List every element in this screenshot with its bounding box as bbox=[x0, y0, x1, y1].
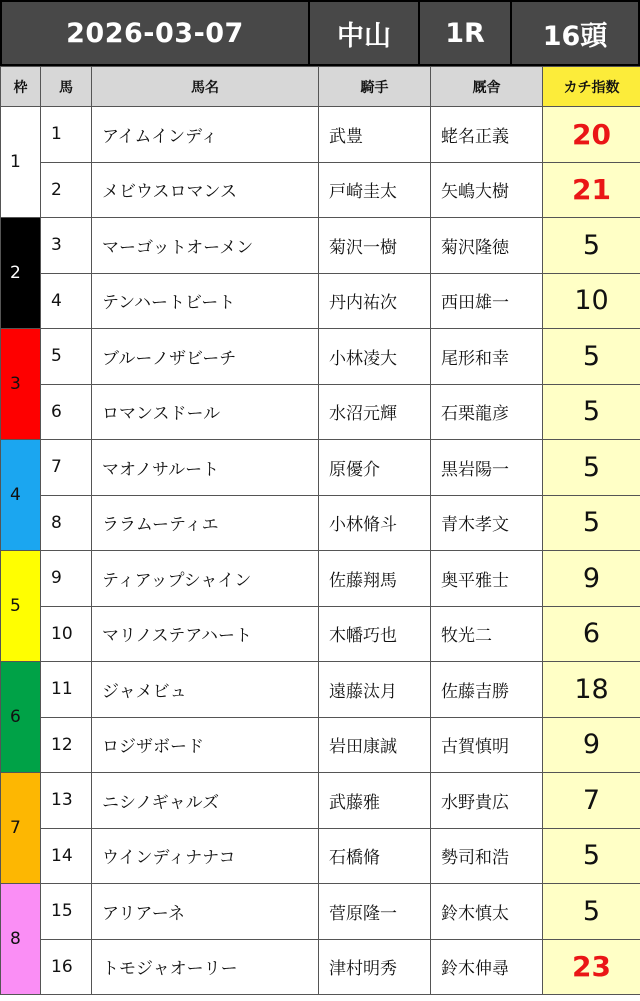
horse-name: マオノサルート bbox=[92, 440, 319, 496]
stable-name: 黒岩陽一 bbox=[431, 440, 543, 496]
table-row bbox=[1, 773, 640, 829]
jockey-name: 武豊 bbox=[319, 107, 431, 163]
table-row bbox=[1, 884, 640, 940]
horse-number: 14 bbox=[41, 828, 92, 884]
horse-name: アリアーネ bbox=[92, 884, 319, 940]
kachi-score: 10 bbox=[543, 273, 640, 329]
waku-label: 7 bbox=[10, 818, 21, 838]
horse-number: 3 bbox=[41, 218, 92, 274]
kachi-score: 5 bbox=[543, 329, 640, 385]
horse-number: 12 bbox=[41, 717, 92, 773]
waku-label: 2 bbox=[10, 263, 21, 283]
stable-name: 石栗龍彦 bbox=[431, 384, 543, 440]
horse-number: 9 bbox=[41, 551, 92, 607]
jockey-name: 津村明秀 bbox=[319, 939, 431, 995]
table-row bbox=[1, 662, 640, 718]
jockey-name: 遠藤汰月 bbox=[319, 662, 431, 718]
jockey-name: 水沼元輝 bbox=[319, 384, 431, 440]
col-header-name: 馬名 bbox=[92, 67, 319, 107]
table-row bbox=[1, 551, 640, 607]
horse-number: 5 bbox=[41, 329, 92, 385]
horse-name: ロマンスドール bbox=[92, 384, 319, 440]
horse-name: ニシノギャルズ bbox=[92, 773, 319, 829]
kachi-score: 9 bbox=[543, 551, 640, 607]
horse-number: 10 bbox=[41, 606, 92, 662]
table-row bbox=[1, 606, 640, 662]
waku-cell bbox=[1, 440, 41, 551]
table-row bbox=[1, 218, 640, 274]
horse-number: 2 bbox=[41, 162, 92, 218]
stable-name: 西田雄一 bbox=[431, 273, 543, 329]
entry-table bbox=[0, 66, 640, 995]
stable-name: 奥平雅士 bbox=[431, 551, 543, 607]
kachi-score: 20 bbox=[543, 107, 640, 163]
horse-number: 4 bbox=[41, 273, 92, 329]
jockey-name: 小林脩斗 bbox=[319, 495, 431, 551]
horse-name: ティアップシャイン bbox=[92, 551, 319, 607]
horse-name: メビウスロマンス bbox=[92, 162, 319, 218]
kachi-score: 6 bbox=[543, 606, 640, 662]
jockey-name: 菅原隆一 bbox=[319, 884, 431, 940]
horse-number: 8 bbox=[41, 495, 92, 551]
table-row bbox=[1, 162, 640, 218]
kachi-score: 5 bbox=[543, 440, 640, 496]
waku-cell bbox=[1, 329, 41, 440]
col-header-jockey: 騎手 bbox=[319, 67, 431, 107]
waku-cell bbox=[1, 218, 41, 329]
horse-name: マーゴットオーメン bbox=[92, 218, 319, 274]
stable-name: 勢司和浩 bbox=[431, 828, 543, 884]
stable-name: 鈴木伸尋 bbox=[431, 939, 543, 995]
jockey-name: 木幡巧也 bbox=[319, 606, 431, 662]
jockey-name: 戸崎圭太 bbox=[319, 162, 431, 218]
waku-label: 1 bbox=[10, 152, 21, 172]
horse-number: 16 bbox=[41, 939, 92, 995]
horse-name: テンハートビート bbox=[92, 273, 319, 329]
table-row bbox=[1, 717, 640, 773]
waku-cell bbox=[1, 662, 41, 773]
col-header-stable: 厩舎 bbox=[431, 67, 543, 107]
waku-label: 6 bbox=[10, 707, 21, 727]
waku-cell bbox=[1, 551, 41, 662]
horse-name: ジャメビュ bbox=[92, 662, 319, 718]
waku-label: 5 bbox=[10, 596, 21, 616]
waku-cell bbox=[1, 773, 41, 884]
stable-name: 矢嶋大樹 bbox=[431, 162, 543, 218]
horse-number: 1 bbox=[41, 107, 92, 163]
entry-table-body bbox=[1, 107, 640, 995]
table-row bbox=[1, 329, 640, 385]
stable-name: 鈴木慎太 bbox=[431, 884, 543, 940]
kachi-score: 9 bbox=[543, 717, 640, 773]
horse-number: 13 bbox=[41, 773, 92, 829]
stable-name: 佐藤吉勝 bbox=[431, 662, 543, 718]
horse-name: ララムーティエ bbox=[92, 495, 319, 551]
kachi-score: 18 bbox=[543, 662, 640, 718]
race-date: 2026-03-07 bbox=[2, 2, 310, 64]
col-header-kachi: カチ指数 bbox=[543, 67, 640, 107]
col-header-num: 馬 bbox=[41, 67, 92, 107]
horse-number: 15 bbox=[41, 884, 92, 940]
kachi-score: 5 bbox=[543, 384, 640, 440]
stable-name: 古賀慎明 bbox=[431, 717, 543, 773]
stable-name: 水野貴広 bbox=[431, 773, 543, 829]
stable-name: 尾形和幸 bbox=[431, 329, 543, 385]
horse-name: ロジザボード bbox=[92, 717, 319, 773]
jockey-name: 菊沢一樹 bbox=[319, 218, 431, 274]
waku-label: 8 bbox=[10, 929, 21, 949]
kachi-score: 21 bbox=[543, 162, 640, 218]
horse-name: ブルーノザビーチ bbox=[92, 329, 319, 385]
jockey-name: 石橋脩 bbox=[319, 828, 431, 884]
race-number: 1R bbox=[420, 2, 512, 64]
jockey-name: 武藤雅 bbox=[319, 773, 431, 829]
kachi-score: 5 bbox=[543, 884, 640, 940]
jockey-name: 丹内祐次 bbox=[319, 273, 431, 329]
kachi-score: 5 bbox=[543, 218, 640, 274]
jockey-name: 原優介 bbox=[319, 440, 431, 496]
kachi-score: 5 bbox=[543, 828, 640, 884]
table-row bbox=[1, 440, 640, 496]
kachi-score: 7 bbox=[543, 773, 640, 829]
table-row bbox=[1, 495, 640, 551]
jockey-name: 佐藤翔馬 bbox=[319, 551, 431, 607]
waku-label: 4 bbox=[10, 485, 21, 505]
runner-count: 16頭 bbox=[512, 2, 638, 64]
table-row bbox=[1, 939, 640, 995]
jockey-name: 小林凌大 bbox=[319, 329, 431, 385]
stable-name: 青木孝文 bbox=[431, 495, 543, 551]
stable-name: 蛯名正義 bbox=[431, 107, 543, 163]
jockey-name: 岩田康誠 bbox=[319, 717, 431, 773]
table-header-row bbox=[1, 67, 640, 107]
table-row bbox=[1, 828, 640, 884]
table-row bbox=[1, 107, 640, 163]
horse-number: 7 bbox=[41, 440, 92, 496]
horse-number: 11 bbox=[41, 662, 92, 718]
kachi-score: 23 bbox=[543, 939, 640, 995]
waku-label: 3 bbox=[10, 374, 21, 394]
horse-number: 6 bbox=[41, 384, 92, 440]
race-header bbox=[0, 0, 640, 66]
col-header-waku: 枠 bbox=[1, 67, 41, 107]
horse-name: ウインディナナコ bbox=[92, 828, 319, 884]
stable-name: 牧光二 bbox=[431, 606, 543, 662]
table-row bbox=[1, 384, 640, 440]
table-row bbox=[1, 273, 640, 329]
horse-name: マリノステアハート bbox=[92, 606, 319, 662]
waku-cell bbox=[1, 884, 41, 995]
waku-cell bbox=[1, 107, 41, 218]
kachi-score: 5 bbox=[543, 495, 640, 551]
horse-name: トモジャオーリー bbox=[92, 939, 319, 995]
horse-name: アイムインディ bbox=[92, 107, 319, 163]
stable-name: 菊沢隆徳 bbox=[431, 218, 543, 274]
race-venue: 中山 bbox=[310, 2, 420, 64]
